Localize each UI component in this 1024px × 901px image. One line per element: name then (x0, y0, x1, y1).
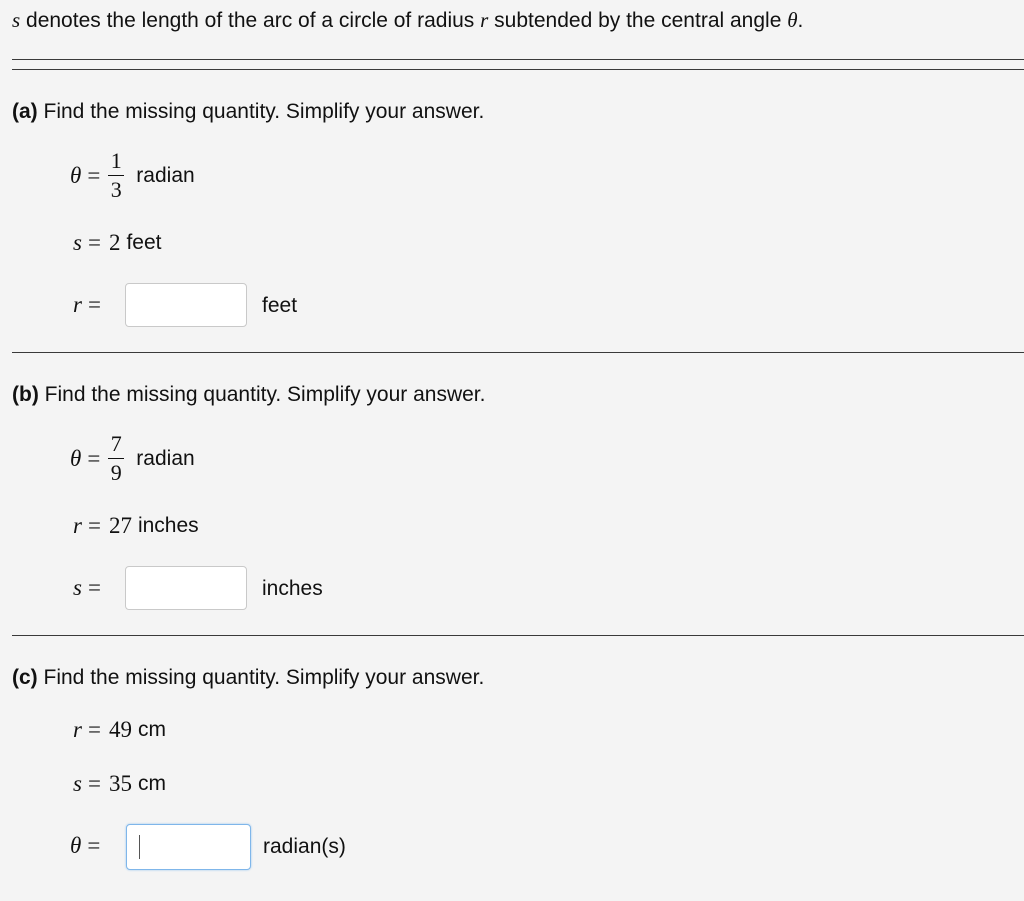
equals-sign: = (87, 230, 101, 255)
fraction-numerator: 1 (110, 148, 122, 173)
theta-variable: θ (787, 8, 798, 32)
equals-sign: = (87, 575, 101, 600)
given-value: 49 (108, 717, 132, 742)
part-label: (a) (12, 100, 38, 123)
part-a-theta-row (70, 150, 195, 201)
part-b-heading (12, 383, 485, 407)
r-variable: r (73, 513, 82, 538)
r-variable: r (73, 717, 82, 742)
part-a-answer-label (73, 292, 109, 318)
s-variable: s (12, 8, 21, 32)
part-c-s-row (73, 771, 166, 797)
answer-unit-label: radian(s) (263, 835, 346, 858)
given-value: 27 (108, 513, 132, 538)
problem-statement (12, 8, 803, 33)
part-label: (b) (12, 383, 39, 406)
unit-label: inches (137, 514, 199, 537)
s-variable: s (73, 230, 82, 255)
equals-sign: = (87, 717, 101, 742)
given-value: 35 (108, 771, 132, 796)
intro-text-3: . (797, 9, 804, 32)
part-b-r-row (73, 513, 199, 539)
answer-input-r[interactable] (125, 283, 247, 327)
equals-sign: = (87, 445, 101, 471)
fraction (108, 433, 124, 484)
part-prompt: Find the missing quantity. Simplify your answer. (38, 383, 486, 406)
equals-sign: = (87, 513, 101, 538)
answer-input-theta[interactable] (126, 824, 251, 870)
answer-input-s[interactable] (125, 566, 247, 610)
intro-text-1: denotes the length of the arc of a circle of radius (20, 9, 481, 32)
part-a-s-row (73, 230, 161, 256)
answer-unit-label: inches (262, 577, 323, 600)
part-b-answer-label (73, 575, 109, 601)
equals-sign: = (87, 833, 101, 858)
part-prompt: Find the missing quantity. Simplify your answer. (37, 100, 485, 123)
part-b-theta-row (70, 433, 195, 484)
fraction (108, 150, 124, 201)
r-variable: r (480, 8, 489, 32)
text-cursor (139, 835, 140, 859)
divider (12, 69, 1024, 70)
unit-label: cm (137, 718, 166, 741)
equals-sign: = (87, 771, 101, 796)
fraction-numerator: 7 (110, 431, 122, 456)
fraction-denominator: 9 (110, 460, 122, 485)
theta-variable: θ (70, 162, 82, 188)
part-c-answer-label (70, 833, 108, 859)
equals-sign: = (87, 162, 101, 188)
divider (12, 352, 1024, 353)
s-variable: s (73, 771, 82, 796)
divider (12, 59, 1024, 60)
fraction-bar (108, 458, 124, 459)
unit-label: radian (136, 446, 195, 470)
fraction-denominator: 3 (110, 177, 122, 202)
part-c-r-row (73, 717, 166, 743)
part-c-heading (12, 666, 484, 690)
equals-sign: = (87, 292, 101, 317)
unit-label: feet (126, 231, 162, 254)
theta-variable: θ (70, 833, 82, 858)
divider (12, 635, 1024, 636)
r-variable: r (73, 292, 82, 317)
unit-label: cm (137, 772, 166, 795)
theta-variable: θ (70, 445, 82, 471)
part-a-heading (12, 100, 484, 124)
s-variable: s (73, 575, 82, 600)
intro-text-2: subtended by the central angle (488, 9, 788, 32)
answer-unit-label: feet (262, 294, 298, 317)
part-prompt: Find the missing quantity. Simplify your answer. (37, 666, 485, 689)
part-label: (c) (12, 666, 38, 689)
given-value: 2 (108, 230, 121, 255)
fraction-bar (108, 175, 124, 176)
unit-label: radian (136, 163, 195, 187)
